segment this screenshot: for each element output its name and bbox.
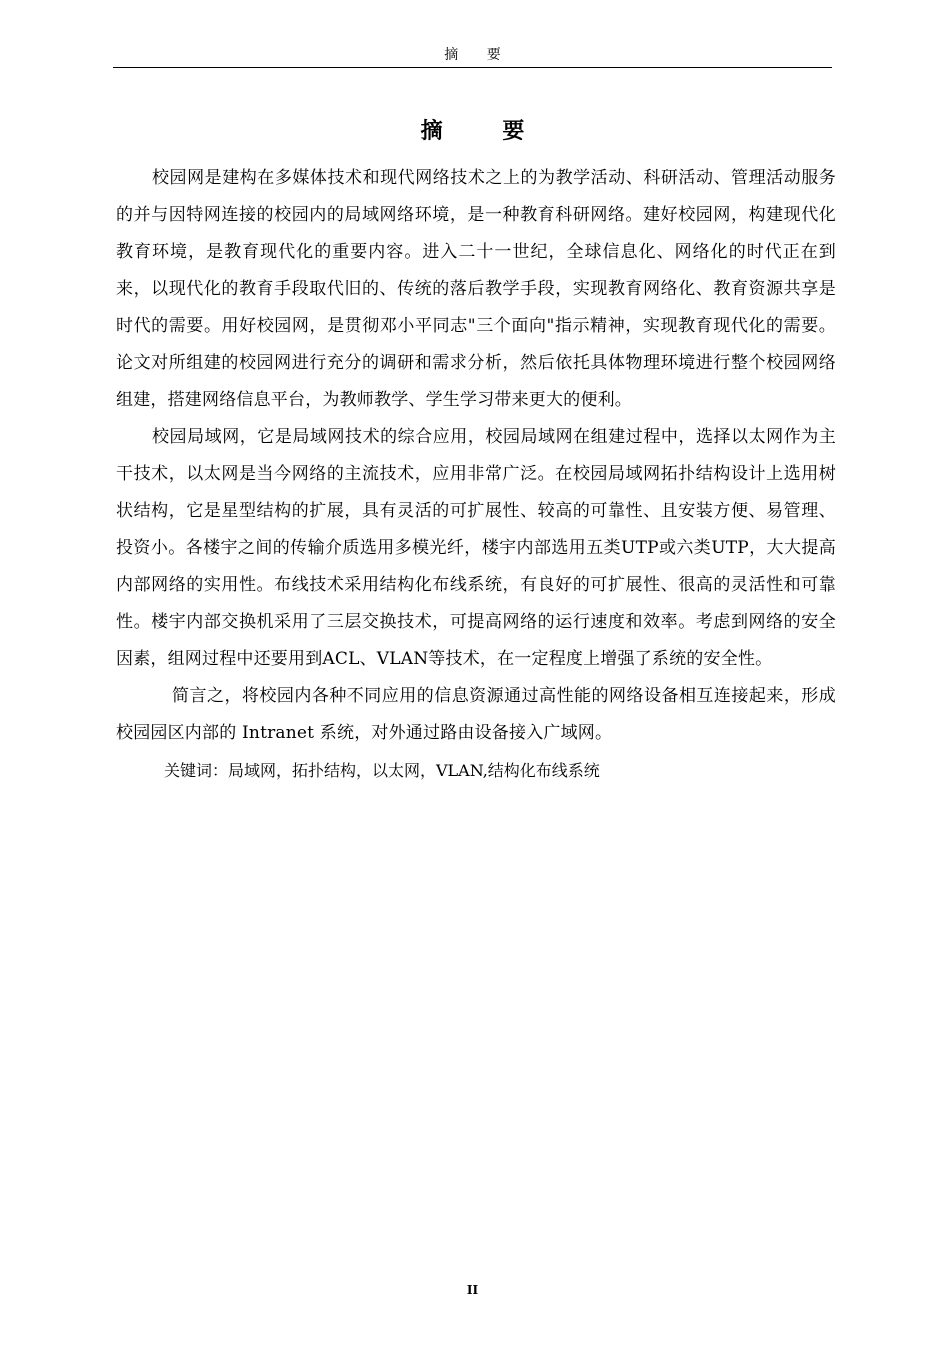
- abstract-title: 摘 要: [420, 119, 551, 144]
- page-header: [113, 44, 832, 68]
- abstract-paragraph-3: 简言之，将校园内各种不同应用的信息资源通过高性能的网络设备相互连接起来，形成校园园区内部的 Intranet 系统，对外通过路由设备接入广域网。: [116, 686, 836, 743]
- abstract-body: [116, 160, 836, 789]
- header-title: 摘 要: [444, 47, 513, 63]
- abstract-paragraph-2: 校园局域网，它是局域网技术的综合应用，校园局域网在组建过程中，选择以太网作为主干技术，以太网是当今网络的主流技术，应用非常广泛。在校园局域网拓扑结构设计上选用树状结构，它是星型结构的扩展，具有灵活的可扩展性、较高的可靠性、且安装方便、易管理、投资小。各楼宇之间的传输介质选用多模光纤，楼宇内部选用五类UTP或六类UTP，大大提高内部网络的实用性。布线技术采用结构化布线系统，有良好的可扩展性、很高的灵活性和可靠性。楼宇内部交换机采用了三层交换技术，可提高网络的运行速度和效率。考虑到网络的安全因素，组网过程中还要用到ACL、VLAN等技术，在一定程度上增强了系统的安全性。: [116, 427, 836, 669]
- keywords-line: 关键词：局域网，拓扑结构，以太网，VLAN,结构化布线系统: [164, 761, 600, 780]
- page-number: II: [466, 1283, 479, 1297]
- abstract-paragraph-1: 校园网是建构在多媒体技术和现代网络技术之上的为教学活动、科研活动、管理活动服务的并与因特网连接的校园内的局域网络环境，是一种教育科研网络。建好校园网，构建现代化教育环境，是教育现代化的重要内容。进入二十一世纪，全球信息化、网络化的时代正在到来，以现代化的教育手段取代旧的、传统的落后教学手段，实现教育网络化、教育资源共享是时代的需要。用好校园网，是贯彻邓小平同志"三个面向"指示精神，实现教育现代化的需要。论文对所组建的校园网进行充分的调研和需求分析，然后依托具体物理环境进行整个校园网络组建，搭建网络信息平台，为教师教学、学生学习带来更大的便利。: [116, 168, 836, 410]
